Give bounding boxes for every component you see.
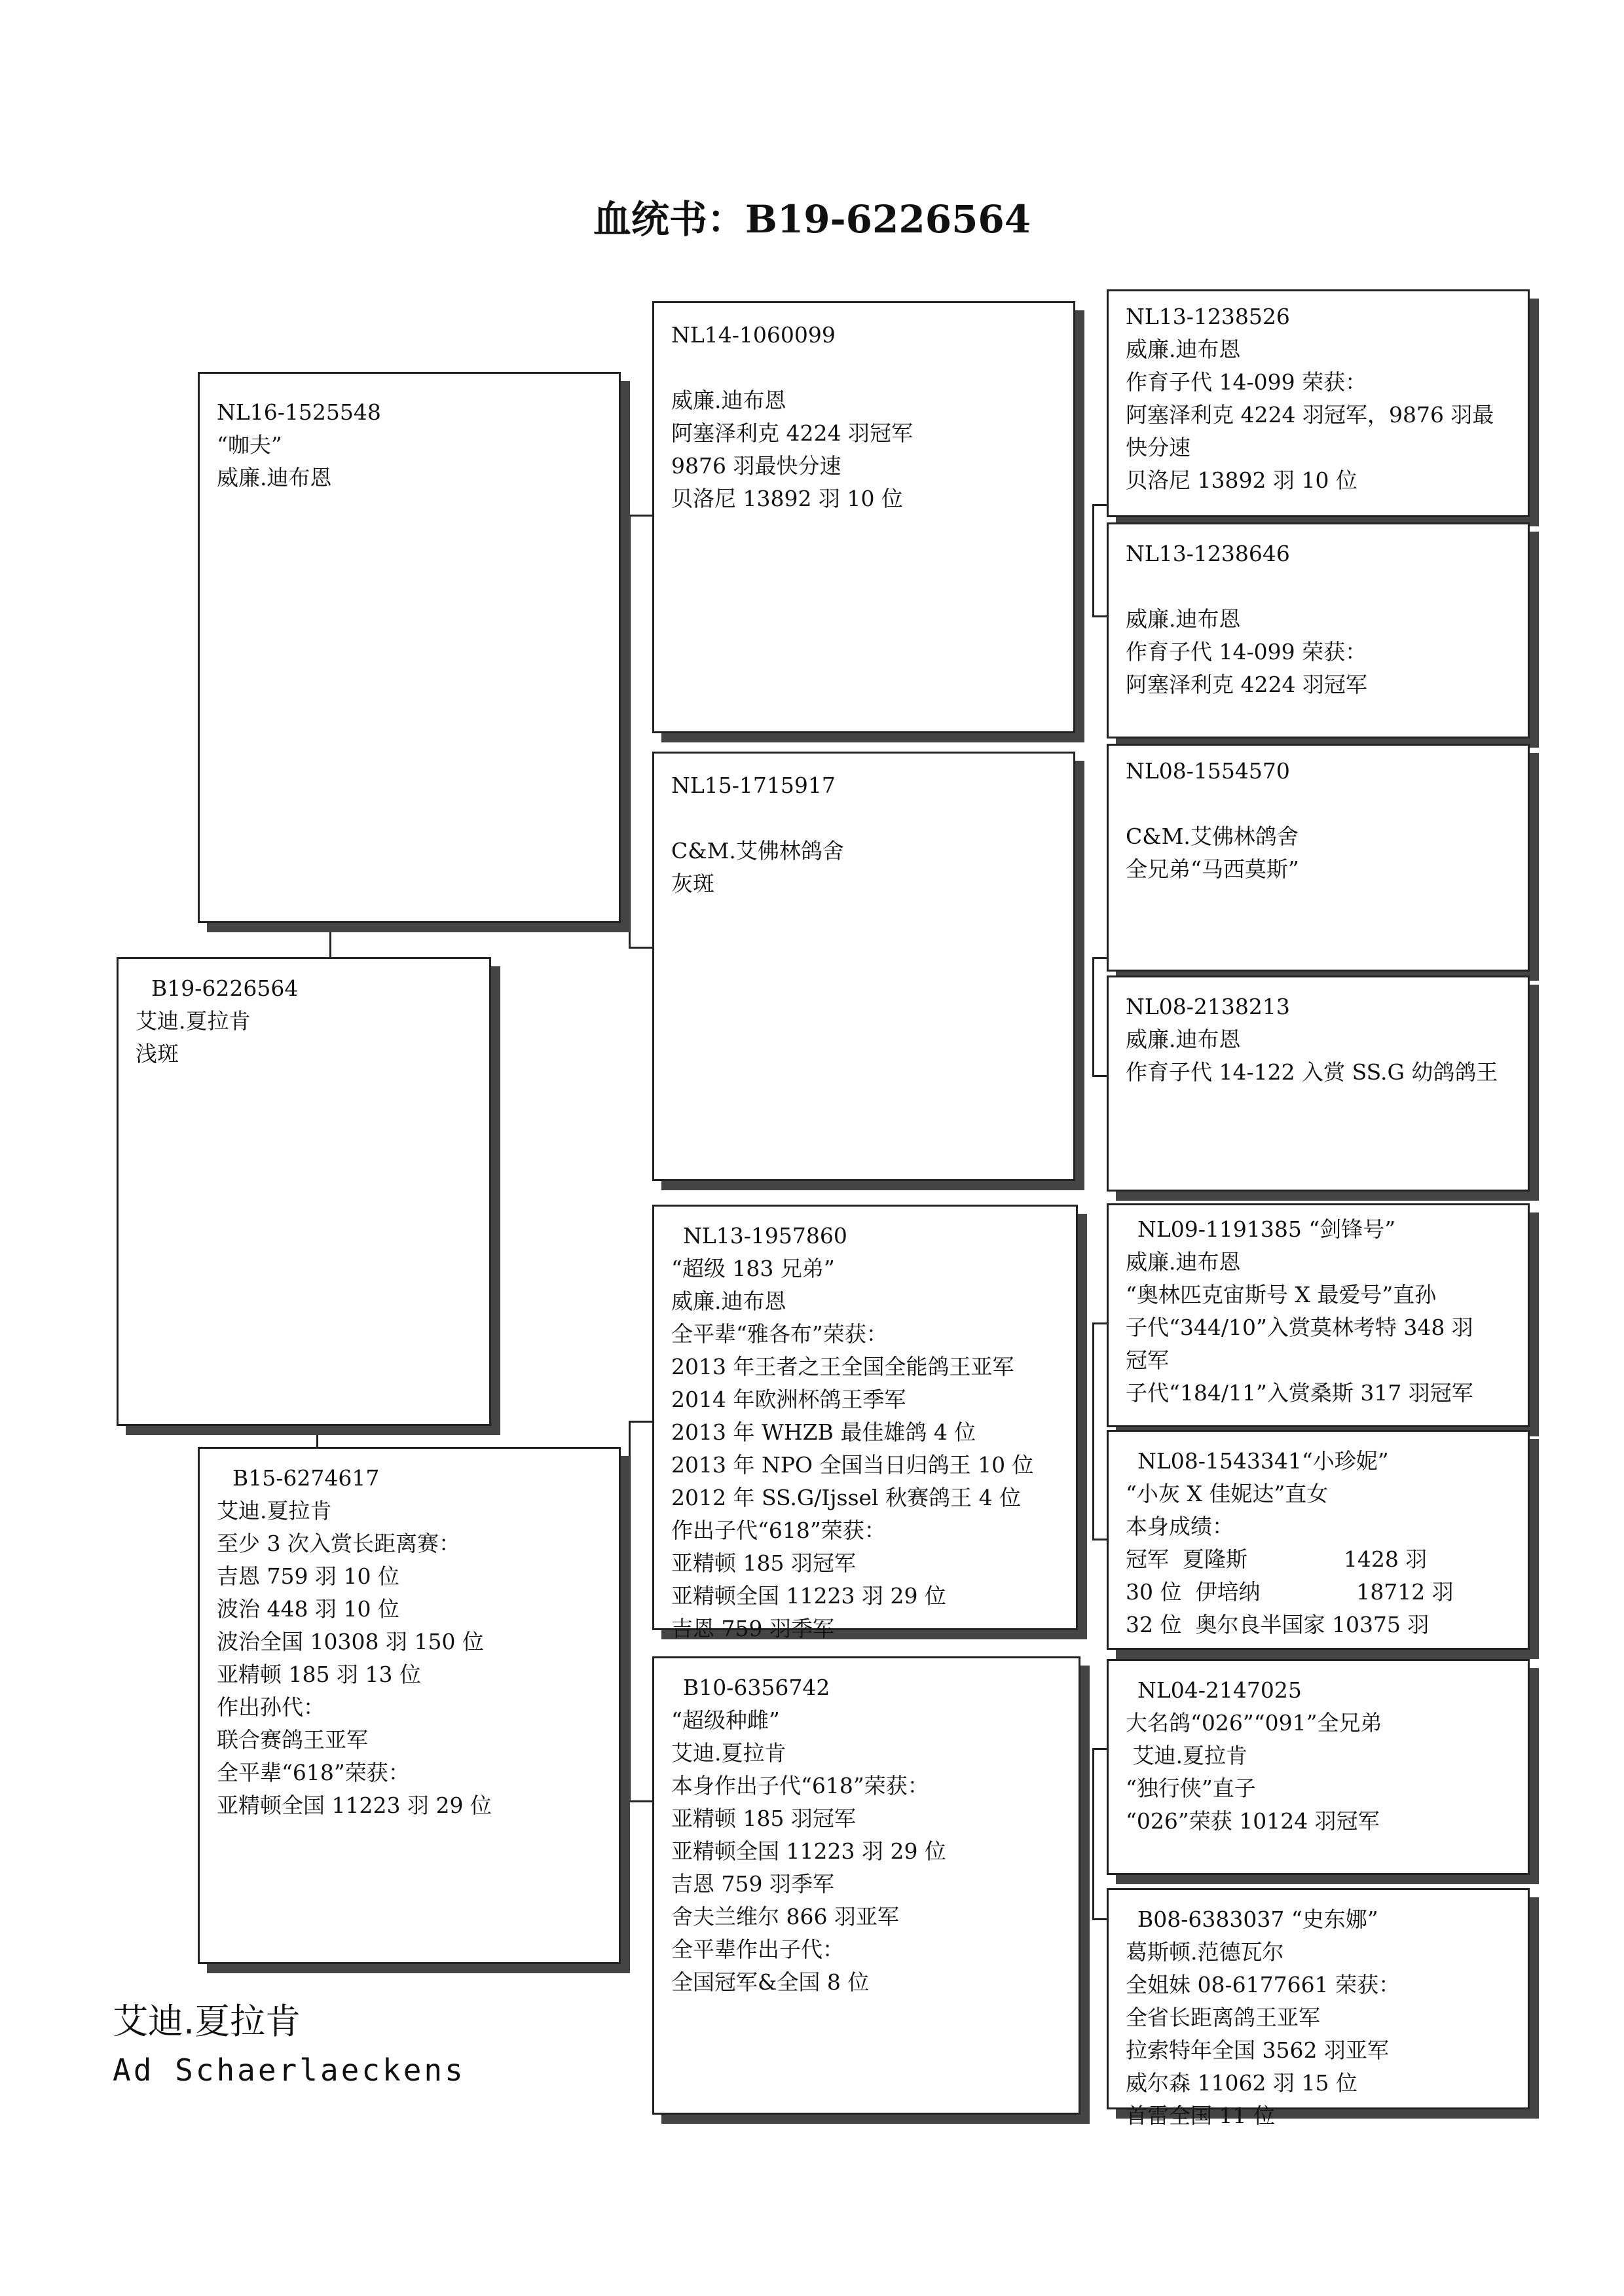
dam-dam-box <box>652 1656 1080 2115</box>
text-line: 全省长距离鸽王亚军 <box>1126 2005 1320 2030</box>
text-line: 拉索特年全国 3562 羽亚军 <box>1126 2037 1389 2063</box>
connector-line <box>1092 615 1107 617</box>
subject-box <box>117 957 491 1426</box>
sire-sire-box <box>652 301 1075 733</box>
text-line: 亚精顿 185 羽冠军 <box>671 1550 856 1576</box>
text-line: “超级种雌” <box>671 1707 780 1733</box>
text-line: 亚精顿全国 11223 羽 29 位 <box>217 1793 492 1818</box>
text-line: 威廉.迪布恩 <box>671 388 786 413</box>
page-title: 血统书：B19-6226564 <box>593 197 1031 242</box>
text-line: 威廉.迪布恩 <box>1126 606 1241 632</box>
connector-line <box>329 923 331 957</box>
ring-number: NL15-1715917 <box>671 773 836 798</box>
blank-gap <box>671 352 1073 384</box>
text-line: 本身作出子代“618”荣获： <box>671 1773 929 1798</box>
text-line: “独行侠”直子 <box>1126 1776 1256 1801</box>
text-line: 全姐妹 08-6177661 荣获： <box>1126 1972 1401 1997</box>
connector-line <box>629 1800 655 1802</box>
text-line: 灰斑 <box>671 871 714 896</box>
text-line: 吉恩 759 羽 10 位 <box>217 1563 399 1589</box>
text-line: 艾迪.夏拉肯 <box>1126 1743 1247 1768</box>
text-line: 冠军 <box>1126 1347 1169 1373</box>
connector-line <box>1092 1539 1107 1540</box>
text-line: 亚精顿 185 羽冠军 <box>671 1806 856 1831</box>
text-line: “小灰 X 佳妮达”直女 <box>1126 1481 1329 1506</box>
text-line: 2012 年 SS.G/Ijssel 秋赛鸽王 4 位 <box>671 1485 1022 1510</box>
text-line: 联合赛鸽王亚军 <box>217 1727 368 1753</box>
ring-number: NL13-1238526 <box>1126 304 1290 329</box>
text-line: 作出子代“618”荣获： <box>671 1518 886 1543</box>
ring-number: B15-6274617 <box>232 1465 380 1491</box>
text-line: “奥林匹克宙斯号 X 最爱号”直孙 <box>1126 1282 1437 1307</box>
ds-sire-box <box>1107 1203 1530 1427</box>
ring-number: B08-6383037 “史东娜” <box>1137 1906 1378 1932</box>
text-line: 32 位 奥尔良半国家 10375 羽 <box>1126 1612 1430 1637</box>
text-line: “咖夫” <box>217 432 282 458</box>
text-line: 全平辈“618”荣获： <box>217 1760 410 1785</box>
text-line: 全兄弟“马西莫斯” <box>1126 856 1299 882</box>
ds-dam-box <box>1107 1430 1530 1650</box>
blank-gap <box>671 802 1073 835</box>
text-line: C&M.艾佛林鸽舍 <box>1126 824 1299 849</box>
dd-dam-box <box>1107 1888 1530 2128</box>
connector-line <box>1092 504 1094 615</box>
ring-number: NL13-1957860 <box>683 1223 847 1248</box>
ring-number: NL04-2147025 <box>1137 1677 1302 1703</box>
sire-dam-box <box>652 752 1075 1181</box>
text-line: 吉恩 759 羽季军 <box>671 1871 834 1897</box>
text-line: 本身成绩： <box>1126 1514 1234 1539</box>
connector-line <box>1092 1748 1094 1918</box>
text-line: 亚精顿 185 羽 13 位 <box>217 1662 421 1687</box>
connector-line <box>1092 1322 1107 1324</box>
connector-line <box>1092 1918 1107 1920</box>
text-line: 威廉.迪布恩 <box>1126 1027 1241 1052</box>
text-line: 全平辈作出子代： <box>671 1937 844 1962</box>
text-line: 阿塞泽利克 4224 羽冠军，9876 羽最 <box>1126 402 1494 428</box>
text-line: “超级 183 兄弟” <box>671 1256 835 1281</box>
blank-gap <box>1126 570 1528 603</box>
dam-box <box>198 1447 621 1964</box>
ring-number: NL09-1191385 “剑锋号” <box>1137 1216 1396 1242</box>
text-line: 贝洛尼 13892 羽 10 位 <box>671 486 903 511</box>
text-line: 吉恩 759 羽季军 <box>671 1616 834 1641</box>
ss-dam-box <box>1107 522 1530 738</box>
ss-sire-box <box>1107 289 1530 517</box>
ring-number: B10-6356742 <box>683 1675 830 1700</box>
dd-sire-box <box>1107 1659 1530 1875</box>
text-line: 作育子代 14-099 荣获： <box>1126 369 1367 395</box>
blank-gap <box>1126 788 1528 820</box>
sd-dam-box <box>1107 975 1530 1192</box>
text-line: 艾迪.夏拉肯 <box>671 1740 786 1766</box>
text-line: 威廉.迪布恩 <box>1126 337 1241 362</box>
connector-line <box>1092 957 1094 1075</box>
text-line: 首雷全国 11 位 <box>1126 2103 1275 2128</box>
text-line: “026”荣获 10124 羽冠军 <box>1126 1808 1380 1834</box>
ring-number: NL08-1543341“小珍妮” <box>1137 1448 1389 1474</box>
connector-line <box>629 947 655 949</box>
connector-line <box>1092 1322 1094 1539</box>
text-line: 贝洛尼 13892 羽 10 位 <box>1126 467 1357 493</box>
text-line: C&M.艾佛林鸽舍 <box>671 838 844 864</box>
ring-number: NL16-1525548 <box>217 399 381 425</box>
text-line: 2013 年王者之王全国全能鸽王亚军 <box>671 1354 1014 1379</box>
text-line: 全国冠军&全国 8 位 <box>671 1969 870 1995</box>
text-line: 波治全国 10308 羽 150 位 <box>217 1629 484 1654</box>
text-line: 子代“344/10”入赏莫林考特 348 羽 <box>1126 1315 1473 1340</box>
text-line: 浅斑 <box>136 1041 179 1066</box>
text-line: 子代“184/11”入赏桑斯 317 羽冠军 <box>1126 1380 1473 1406</box>
ring-number: B19-6226564 <box>151 975 299 1001</box>
sd-sire-box <box>1107 744 1530 972</box>
text-line: 亚精顿全国 11223 羽 29 位 <box>671 1838 946 1864</box>
text-line: 阿塞泽利克 4224 羽冠军 <box>1126 672 1367 697</box>
text-line: 威尔森 11062 羽 15 位 <box>1126 2070 1357 2096</box>
text-line: 艾迪.夏拉肯 <box>136 1008 251 1034</box>
ring-number: NL13-1238646 <box>1126 541 1290 566</box>
sire-box <box>198 372 621 923</box>
connector-line <box>629 515 631 947</box>
text-line: 作育子代 14-122 入赏 SS.G 幼鸽鸽王 <box>1126 1059 1498 1085</box>
owner-name-en: Ad Schaerlaeckens <box>113 2052 466 2088</box>
text-line: 舍夫兰维尔 866 羽亚军 <box>671 1904 899 1929</box>
ring-number: NL08-1554570 <box>1126 758 1290 784</box>
connector-line <box>1092 504 1107 506</box>
text-line: 艾迪.夏拉肯 <box>217 1498 332 1523</box>
text-line: 葛斯顿.范德瓦尔 <box>1126 1939 1284 1965</box>
connector-line <box>629 515 655 517</box>
text-line: 至少 3 次入赏长距离赛： <box>217 1531 460 1556</box>
text-line: 2013 年 WHZB 最佳雄鸽 4 位 <box>671 1419 976 1445</box>
text-line: 冠军 夏隆斯 1428 羽 <box>1126 1546 1428 1572</box>
ring-number: NL14-1060099 <box>671 322 836 348</box>
connector-line <box>1092 957 1107 959</box>
text-line: 作育子代 14-099 荣获： <box>1126 639 1367 665</box>
connector-line <box>629 1421 631 1800</box>
text-line: 威廉.迪布恩 <box>671 1288 786 1314</box>
text-line: 2013 年 NPO 全国当日归鸽王 10 位 <box>671 1452 1034 1478</box>
text-line: 作出孙代： <box>217 1694 325 1720</box>
text-line: 全平辈“雅各布”荣获： <box>671 1321 888 1347</box>
text-line: 阿塞泽利克 4224 羽冠军 <box>671 420 913 446</box>
connector-line <box>1092 1075 1107 1077</box>
connector-line <box>629 1421 655 1423</box>
text-line: 威廉.迪布恩 <box>217 465 332 490</box>
connector-line <box>1092 1748 1107 1750</box>
text-line: 30 位 伊培纳 18712 羽 <box>1126 1579 1454 1605</box>
text-line: 威廉.迪布恩 <box>1126 1249 1241 1275</box>
owner-name-cn: 艾迪.夏拉肯 <box>113 2001 301 2042</box>
text-line: 亚精顿全国 11223 羽 29 位 <box>671 1583 946 1609</box>
text-line: 2014 年欧洲杯鸽王季军 <box>671 1387 906 1412</box>
text-line: 9876 羽最快分速 <box>671 453 841 479</box>
text-line: 大名鸽“026”“091”全兄弟 <box>1126 1710 1382 1736</box>
dam-sire-box <box>652 1205 1078 1641</box>
ring-number: NL08-2138213 <box>1126 994 1290 1019</box>
text-line: 快分速 <box>1126 435 1190 460</box>
text-line: 波治 448 羽 10 位 <box>217 1596 399 1622</box>
